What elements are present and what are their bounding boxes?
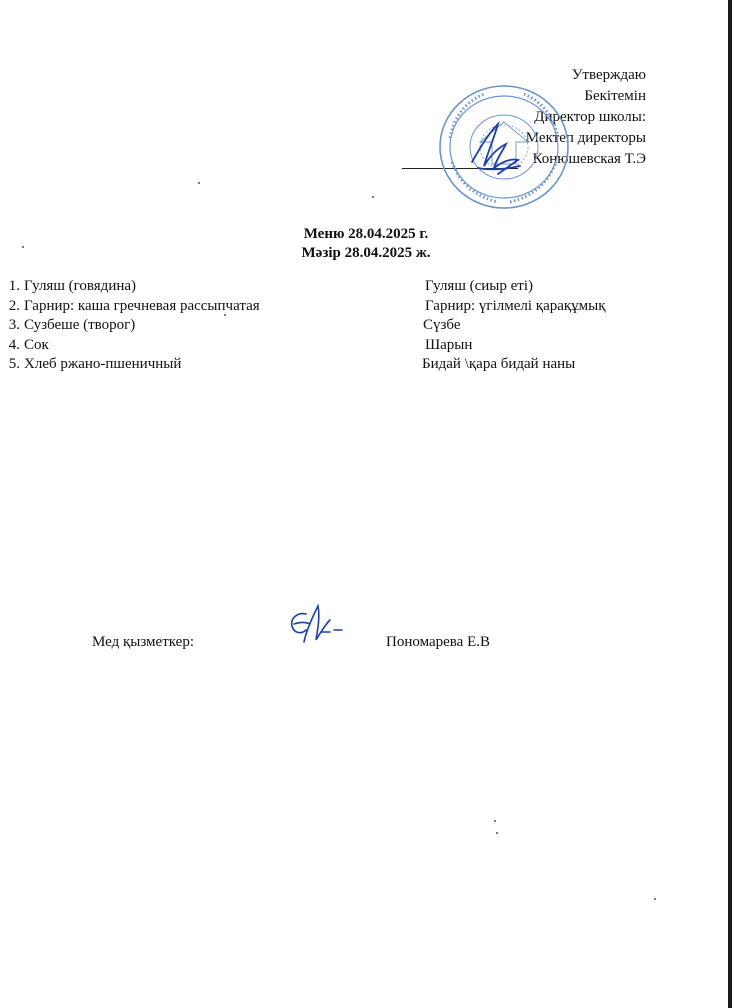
list-item-number: 5. xyxy=(8,356,20,372)
scan-speck xyxy=(198,182,200,184)
medical-staff-name: Пономарева Е.В xyxy=(386,634,490,650)
scan-edge xyxy=(728,0,732,1008)
list-item-text: Сузбеше (творог) xyxy=(24,317,136,333)
scan-speck xyxy=(494,820,496,822)
list-item-number: 2. xyxy=(8,297,20,314)
scan-speck xyxy=(496,832,498,834)
approval-line-director-ru: Директор школы: xyxy=(534,109,646,125)
director-signature xyxy=(458,118,538,180)
menu-list-kz xyxy=(422,277,606,375)
list-item: Шарын xyxy=(425,336,473,353)
list-item: Гуляш (сиыр еті) xyxy=(425,278,534,294)
list-item-number: 4. xyxy=(8,336,20,353)
menu-title-kz: Мәзір 28.04.2025 ж. xyxy=(301,245,431,261)
menu-title xyxy=(0,225,732,263)
approval-line-director-name: Конюшевская Т.Э xyxy=(532,151,646,167)
scan-speck xyxy=(654,898,656,900)
list-item-number: 1. xyxy=(8,278,20,294)
list-item-text: Хлеб ржано-пшеничный xyxy=(24,356,182,372)
menu-title-ru: Меню 28.04.2025 г. xyxy=(303,226,429,242)
list-item: Сүзбе xyxy=(423,317,461,333)
list-item-text: Гуляш (говядина) xyxy=(24,278,137,294)
approval-line-director-kz: Мектеп директоры xyxy=(525,130,646,146)
approval-line-approve-kz: Бекітемін xyxy=(584,88,646,104)
list-item: Гарнир: үгілмелі қарақұмық xyxy=(425,297,606,314)
approval-line-approve-ru: Утверждаю xyxy=(571,67,646,83)
list-item-text: Гарнир: каша гречневая рассыпчатая xyxy=(24,297,260,314)
list-item: Бидай \қара бидай наны xyxy=(422,356,576,372)
list-item-number: 3. xyxy=(8,317,20,333)
medical-staff-signature xyxy=(282,600,348,650)
scan-speck xyxy=(372,196,374,198)
medical-staff-label: Мед қызметкер: xyxy=(92,634,195,650)
list-item-text: Сок xyxy=(24,336,49,353)
